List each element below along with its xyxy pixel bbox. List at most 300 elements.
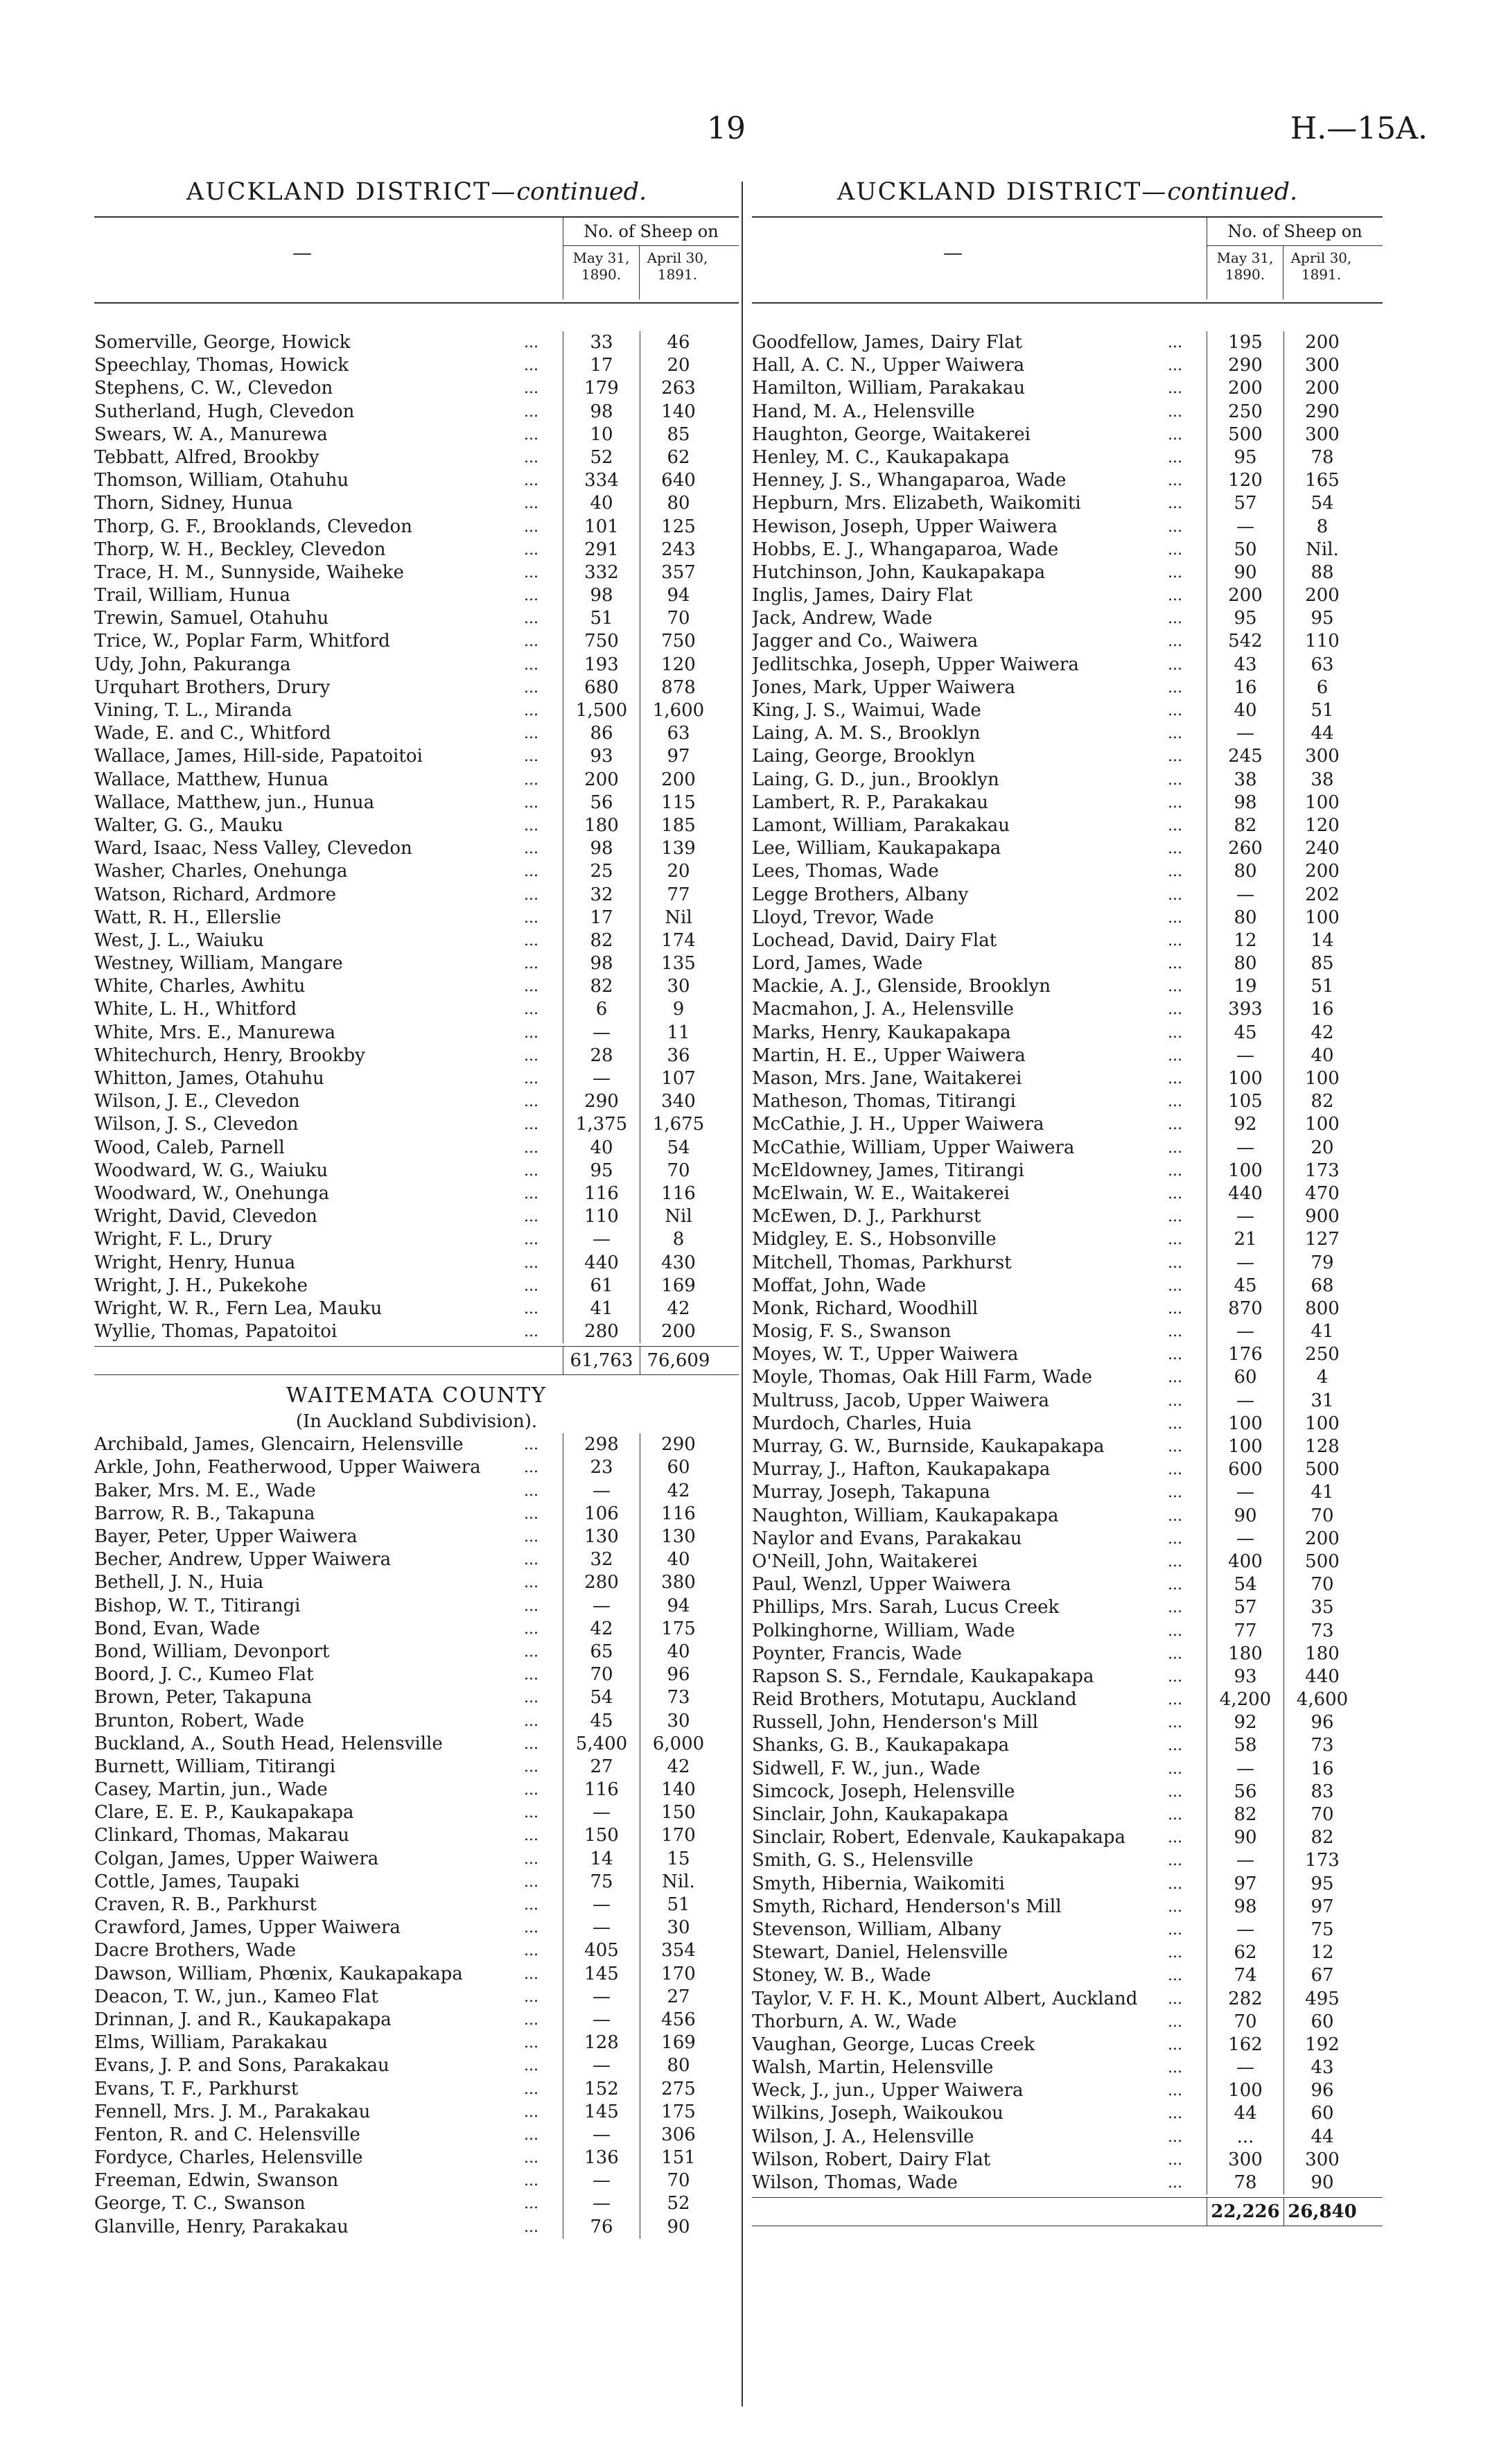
table-row <box>94 1548 739 1571</box>
leader-dots: ... <box>1168 1783 1182 1801</box>
leader-dots: ... <box>1168 886 1182 904</box>
owner-name: Mackie, A. J., Glenside, Brooklyn <box>752 976 1051 997</box>
sheep-1890: 90 <box>1207 561 1283 584</box>
leader-dots: ... <box>1168 541 1182 559</box>
sheep-1891: 357 <box>640 561 717 584</box>
sheep-1891: 94 <box>640 1595 717 1618</box>
leader-dots: ... <box>1168 840 1182 858</box>
leader-dots: ... <box>524 380 538 398</box>
sheep-1890: ... <box>1207 2126 1283 2149</box>
leader-dots: ... <box>524 1116 538 1134</box>
table-row <box>752 1988 1383 2011</box>
sheep-1891: 185 <box>640 814 717 837</box>
owner-name: Somerville, George, Howick <box>94 332 351 353</box>
sheep-1891: 95 <box>1283 607 1360 630</box>
sheep-1891: 300 <box>1283 423 1360 446</box>
sheep-1890: 57 <box>1207 492 1283 515</box>
table-row <box>752 331 1383 354</box>
leader-dots: ... <box>524 1139 538 1157</box>
sheep-1891: 354 <box>640 1939 717 1962</box>
owner-name: Drinnan, J. and R., Kaukapakapa <box>94 2009 392 2030</box>
leader-dots: ... <box>524 2172 538 2190</box>
leader-dots: ... <box>1168 1622 1182 1640</box>
table-row <box>752 1481 1383 1504</box>
sheep-1891: 200 <box>1283 860 1360 883</box>
table-row <box>94 1433 739 1456</box>
table-row <box>94 1710 739 1733</box>
owner-name: Multruss, Jacob, Upper Waiwera <box>752 1390 1049 1411</box>
header-dash: — <box>292 241 312 264</box>
owner-name: Moyes, W. T., Upper Waiwera <box>752 1344 1019 1365</box>
table-row <box>752 1182 1383 1205</box>
sheep-1890: 16 <box>1207 676 1283 699</box>
leader-dots: ... <box>524 472 538 490</box>
leader-dots: ... <box>1168 472 1182 490</box>
sheep-1891: 14 <box>1283 929 1360 952</box>
sheep-1890: — <box>1207 1320 1283 1343</box>
table-row <box>94 2032 739 2054</box>
sheep-1891: 42 <box>640 1756 717 1779</box>
owner-name: Glanville, Henry, Parakakau <box>94 2216 349 2237</box>
table-row <box>94 423 739 446</box>
sheep-1891: 140 <box>640 1779 717 1801</box>
sheep-1891: 83 <box>1283 1781 1360 1803</box>
sheep-1891: 96 <box>1283 2079 1360 2102</box>
sheep-1891: 140 <box>640 401 717 423</box>
leader-dots: ... <box>524 610 538 628</box>
owner-name: Hobbs, E. J., Whangaparoa, Wade <box>752 539 1059 560</box>
sheep-1890: 74 <box>1207 1964 1283 1987</box>
leader-dots: ... <box>1168 1967 1182 1985</box>
table-row <box>752 1390 1383 1413</box>
sheep-1890: 54 <box>1207 1573 1283 1596</box>
district-title-continued: continued. <box>516 178 647 206</box>
owner-name: Evans, T. F., Parkhurst <box>94 2078 299 2099</box>
owner-name: Stoney, W. B., Wade <box>752 1965 931 1986</box>
leader-dots: ... <box>524 448 538 466</box>
leader-dots: ... <box>524 909 538 927</box>
table-row <box>752 539 1383 561</box>
table-row <box>752 699 1383 722</box>
table-row <box>752 907 1383 929</box>
table-row <box>752 1045 1383 1067</box>
sheep-1890: 130 <box>563 1526 640 1548</box>
leader-dots: ... <box>1168 1553 1182 1571</box>
leader-dots: ... <box>1168 380 1182 398</box>
sheep-1891: 4 <box>1283 1366 1360 1389</box>
owner-name: Monk, Richard, Woodhill <box>752 1297 979 1319</box>
sheep-1891: 275 <box>640 2078 717 2101</box>
owner-name: King, J. S., Waimui, Wade <box>752 700 981 721</box>
owner-name: Fordyce, Charles, Helensville <box>94 2147 363 2169</box>
leader-dots: ... <box>1168 1737 1182 1755</box>
owner-name: Archibald, James, Glencairn, Helensville <box>94 1434 464 1456</box>
table-body-b <box>94 1433 739 2239</box>
leader-dots: ... <box>1168 448 1182 466</box>
owner-name: McEldowney, James, Titirangi <box>752 1160 1024 1181</box>
leader-dots: ... <box>1168 1231 1182 1249</box>
table-row <box>94 1939 739 1962</box>
owner-name: Lee, William, Kaukapakapa <box>752 838 1001 859</box>
table-row <box>94 814 739 837</box>
sheep-1890: 40 <box>563 1137 640 1160</box>
table-row <box>94 1916 739 1939</box>
leader-dots: ... <box>524 2057 538 2075</box>
sheep-1890: 56 <box>563 792 640 814</box>
sheep-1891: 430 <box>640 1252 717 1275</box>
owner-name: Laing, George, Brooklyn <box>752 746 976 767</box>
sheep-1890: 45 <box>1207 1275 1283 1297</box>
header-date-1891: April 30, 1891. <box>1283 245 1359 299</box>
sheep-1890: 95 <box>1207 446 1283 469</box>
sheep-1891: 130 <box>640 1526 717 1548</box>
table-header <box>94 216 739 304</box>
sheep-1891: 750 <box>640 630 717 653</box>
table-row <box>752 1666 1383 1688</box>
sheep-1890: 23 <box>563 1456 640 1479</box>
sheep-1890: 542 <box>1207 630 1283 653</box>
sheep-1890: 245 <box>1207 745 1283 768</box>
sheep-1890: 291 <box>563 539 640 561</box>
table-row <box>752 1919 1383 1941</box>
table-row <box>94 929 739 952</box>
leader-dots: ... <box>1168 1093 1182 1111</box>
sheep-1890: 250 <box>1207 401 1283 423</box>
table-row <box>94 837 739 860</box>
sheep-1891: 878 <box>640 676 717 699</box>
sheep-1891: 8 <box>640 1228 717 1251</box>
sheep-1891: 1,600 <box>640 699 717 722</box>
table-row <box>94 745 739 768</box>
sheep-1891: 85 <box>1283 952 1360 975</box>
sheep-1890: 40 <box>563 492 640 515</box>
leader-dots: ... <box>524 816 538 835</box>
sheep-1891: 240 <box>1283 837 1360 860</box>
leader-dots: ... <box>1168 1921 1182 1939</box>
leader-dots: ... <box>1168 955 1182 973</box>
leader-dots: ... <box>524 495 538 513</box>
leader-dots: ... <box>524 1093 538 1111</box>
sheep-1890: 200 <box>563 769 640 792</box>
sheep-1890: 400 <box>1207 1550 1283 1573</box>
owner-name: Washer, Charles, Onehunga <box>94 861 348 882</box>
sheep-1891: 52 <box>640 2192 717 2215</box>
sheep-1891: 470 <box>1283 1182 1360 1205</box>
owner-name: George, T. C., Swanson <box>94 2193 306 2214</box>
owner-name: Woodward, W. G., Waiuku <box>94 1160 328 1181</box>
table-row <box>94 1160 739 1182</box>
owner-name: Trewin, Samuel, Otahuhu <box>94 608 329 629</box>
owner-name: Phillips, Mrs. Sarah, Lucus Creek <box>752 1597 1060 1618</box>
leader-dots: ... <box>524 1666 538 1684</box>
leader-dots: ... <box>1168 1484 1182 1502</box>
table-row <box>94 584 739 607</box>
table-row <box>94 1090 739 1113</box>
leader-dots: ... <box>1168 610 1182 628</box>
sheep-1891: 120 <box>1283 814 1360 837</box>
owner-name: White, Charles, Awhitu <box>94 976 306 997</box>
sheep-1890: 440 <box>1207 1182 1283 1205</box>
table-row <box>752 1137 1383 1160</box>
sheep-1891: Nil. <box>640 1871 717 1894</box>
owner-name: Cottle, James, Taupaki <box>94 1871 300 1892</box>
sheep-1891: 175 <box>640 1618 717 1641</box>
table-row <box>752 1297 1383 1320</box>
owner-name: Burnett, William, Titirangi <box>94 1756 336 1777</box>
leader-dots: ... <box>524 748 538 766</box>
sheep-1891: 100 <box>1283 792 1360 814</box>
sheep-1891: 151 <box>640 2147 717 2169</box>
table-row <box>94 1848 739 1871</box>
table-row <box>752 2034 1383 2056</box>
table-row <box>752 1528 1383 1550</box>
table-row <box>94 676 739 699</box>
owner-name: Hutchinson, John, Kaukapakapa <box>752 561 1046 583</box>
sheep-1890: 40 <box>1207 699 1283 722</box>
table-row <box>94 1480 739 1503</box>
sheep-1890: 600 <box>1207 1458 1283 1481</box>
sheep-1890: 334 <box>563 469 640 492</box>
sheep-1891: 82 <box>1283 1826 1360 1849</box>
sheep-1891: 170 <box>640 1824 717 1847</box>
sheep-1890: 145 <box>563 1963 640 1986</box>
leader-dots: ... <box>524 2011 538 2029</box>
sheep-1891: 51 <box>1283 699 1360 722</box>
owner-name: Henley, M. C., Kaukapakapa <box>752 446 1010 468</box>
subtotal-1890: 61,763 <box>563 1347 640 1374</box>
sheep-1891: 20 <box>1283 1137 1360 1160</box>
sheep-1890: — <box>563 1022 640 1045</box>
sheep-1891: 68 <box>1283 1275 1360 1297</box>
leader-dots: ... <box>524 334 538 351</box>
owner-name: White, L. H., Whitford <box>94 999 297 1020</box>
sheep-1890: 4,200 <box>1207 1688 1283 1711</box>
leader-dots: ... <box>1168 1990 1182 2008</box>
sheep-1891: 30 <box>640 975 717 998</box>
owner-name: Haughton, George, Waitakerei <box>752 423 1031 445</box>
sheep-1890: 80 <box>1207 860 1283 883</box>
sheep-1890: — <box>1207 1919 1283 1941</box>
leader-dots: ... <box>524 771 538 789</box>
leader-dots: ... <box>1168 495 1182 513</box>
sheep-1891: 116 <box>640 1182 717 1205</box>
leader-dots: ... <box>1168 1461 1182 1479</box>
table-row <box>752 1228 1383 1251</box>
owner-name: Wright, F. L., Drury <box>94 1229 272 1250</box>
sheep-1890: 110 <box>563 1205 640 1228</box>
owner-name: Fennell, Mrs. J. M., Parakakau <box>94 2101 371 2122</box>
district-title-main: AUCKLAND DISTRICT— <box>186 178 517 206</box>
table-row <box>94 1228 739 1251</box>
owner-name: Wilkins, Joseph, Waikoukou <box>752 2103 1003 2124</box>
leader-dots: ... <box>524 2218 538 2236</box>
table-row <box>94 1733 739 1756</box>
sheep-1890: 80 <box>1207 952 1283 975</box>
leader-dots: ... <box>1168 1300 1182 1318</box>
sheep-1890: — <box>563 2054 640 2077</box>
table-row <box>752 1090 1383 1113</box>
sheep-1891: 77 <box>640 884 717 907</box>
sheep-1891: 40 <box>640 1641 717 1663</box>
sheep-1890: 75 <box>563 1871 640 1894</box>
table-row <box>94 1871 739 1894</box>
sheep-1890: 93 <box>1207 1666 1283 1688</box>
owner-name: McEwen, D. J., Parkhurst <box>752 1206 981 1227</box>
sheep-1891: 70 <box>640 1160 717 1182</box>
leader-dots: ... <box>524 725 538 743</box>
owner-name: Stewart, Daniel, Helensville <box>752 1942 1008 1964</box>
table-row <box>94 1894 739 1916</box>
owner-name: Laing, A. M. S., Brooklyn <box>752 723 981 744</box>
table-row <box>752 1596 1383 1619</box>
owner-name: Reid Brothers, Motutapu, Auckland <box>752 1689 1077 1711</box>
table-row <box>94 1779 739 1801</box>
leader-dots: ... <box>524 1162 538 1180</box>
table-row <box>752 1505 1383 1528</box>
sheep-1891: Nil. <box>1283 539 1360 561</box>
leader-dots: ... <box>524 932 538 950</box>
owner-name: Legge Brothers, Albany <box>752 884 969 905</box>
owner-name: Speechlay, Thomas, Howick <box>94 355 349 376</box>
sheep-1891: 100 <box>1283 1413 1360 1435</box>
sheep-1891: 100 <box>1283 1113 1360 1136</box>
owner-name: Wilson, J. S., Clevedon <box>94 1114 299 1135</box>
owner-name: Thorp, W. H., Beckley, Clevedon <box>94 539 386 560</box>
sheep-1890: — <box>563 1801 640 1824</box>
owner-name: Shanks, G. B., Kaukapakapa <box>752 1735 1010 1756</box>
sheep-1890: 162 <box>1207 2034 1283 2056</box>
owner-name: Murdoch, Charles, Huia <box>752 1413 972 1434</box>
sheep-1890: — <box>1207 1481 1283 1504</box>
owner-name: O'Neill, John, Waitakerei <box>752 1550 978 1572</box>
sheep-1891: 170 <box>640 1963 717 1986</box>
leader-dots: ... <box>1168 816 1182 835</box>
sheep-1891: 200 <box>1283 584 1360 607</box>
leader-dots: ... <box>1168 725 1182 743</box>
sheep-1891: 44 <box>1283 2126 1360 2149</box>
leader-dots: ... <box>1168 1277 1182 1295</box>
sheep-1890: 21 <box>1207 1228 1283 1251</box>
sheep-1891: 90 <box>640 2216 717 2239</box>
leader-dots: ... <box>524 1827 538 1845</box>
leader-dots: ... <box>1168 1898 1182 1916</box>
owner-name: Westney, William, Mangare <box>94 953 343 975</box>
sheep-1891: 30 <box>640 1710 717 1733</box>
leader-dots: ... <box>1168 909 1182 927</box>
table-row <box>752 1688 1383 1711</box>
owner-name: Martin, H. E., Upper Waiwera <box>752 1045 1026 1066</box>
table-row <box>94 722 739 745</box>
sheep-1890: 25 <box>563 860 640 883</box>
leader-dots: ... <box>524 679 538 697</box>
table-row <box>94 2054 739 2077</box>
owner-name: Matheson, Thomas, Titirangi <box>752 1091 1016 1112</box>
owner-name: Jack, Andrew, Wade <box>752 608 933 629</box>
leader-dots: ... <box>524 1300 538 1318</box>
sheep-1891: 192 <box>1283 2034 1360 2056</box>
sheep-1891: Nil <box>640 907 717 929</box>
sheep-1890: 78 <box>1207 2172 1283 2194</box>
owner-name: Brunton, Robert, Wade <box>94 1710 305 1731</box>
owner-name: Hepburn, Mrs. Elizabeth, Waikomiti <box>752 493 1081 514</box>
owner-name: White, Mrs. E., Manurewa <box>94 1022 336 1043</box>
owner-name: Wyllie, Thomas, Papatoitoi <box>94 1321 338 1343</box>
owner-name: Rapson S. S., Ferndale, Kaukapakapa <box>752 1666 1094 1687</box>
table-body-right <box>752 331 1383 2194</box>
owner-name: Lloyd, Trevor, Wade <box>752 907 934 928</box>
owner-name: Wallace, Matthew, Hunua <box>94 769 328 790</box>
table-row <box>94 2009 739 2032</box>
sheep-1890: — <box>1207 1252 1283 1275</box>
owner-name: Wilson, Robert, Dairy Flat <box>752 2149 991 2170</box>
leader-dots: ... <box>1168 2151 1182 2169</box>
sheep-1890: 152 <box>563 2078 640 2101</box>
owner-name: Casey, Martin, jun., Wade <box>94 1779 328 1801</box>
owner-name: Buckland, A., South Head, Helensville <box>94 1733 443 1754</box>
sheep-1891: 54 <box>640 1137 717 1160</box>
leader-dots: ... <box>1168 1185 1182 1203</box>
leader-dots: ... <box>524 1758 538 1776</box>
table-row <box>752 1941 1383 1964</box>
sheep-1891: 41 <box>1283 1320 1360 1343</box>
sheep-1890: — <box>563 2124 640 2147</box>
owner-name: Lees, Thomas, Wade <box>752 861 939 882</box>
grand-total <box>752 2197 1383 2226</box>
leader-dots: ... <box>1168 1415 1182 1433</box>
owner-name: Lamont, William, Parakakau <box>752 814 1010 836</box>
sheep-1891: 78 <box>1283 446 1360 469</box>
table-row <box>752 860 1383 883</box>
owner-name: Udy, John, Pakuranga <box>94 654 291 675</box>
county-subtitle: (In Auckland Subdivision). <box>295 1411 538 1433</box>
owner-name: Wright, J. H., Pukekohe <box>94 1275 308 1296</box>
table-row <box>752 423 1383 446</box>
sheep-1890: 58 <box>1207 1734 1283 1757</box>
sheep-1891: 440 <box>1283 1666 1360 1688</box>
sheep-1890: 500 <box>1207 423 1283 446</box>
leader-dots: ... <box>524 1024 538 1042</box>
table-row <box>752 884 1383 907</box>
owner-name: Walter, G. G., Mauku <box>94 814 283 836</box>
owner-name: Walsh, Martin, Helensville <box>752 2057 994 2079</box>
leader-dots: ... <box>1168 1576 1182 1594</box>
table-row <box>752 1252 1383 1275</box>
sheep-1890: 393 <box>1207 998 1283 1021</box>
sheep-1891: 125 <box>640 516 717 539</box>
owner-name: McCathie, J. H., Upper Waiwera <box>752 1114 1044 1135</box>
owner-name: Boord, J. C., Kumeo Flat <box>94 1664 314 1686</box>
sheep-1891: 60 <box>640 1456 717 1479</box>
sheep-1891: 82 <box>1283 1090 1360 1113</box>
sheep-1890: 100 <box>1207 2079 1283 2102</box>
sheep-1891: 128 <box>1283 1435 1360 1458</box>
sheep-1891: 60 <box>1283 2011 1360 2034</box>
sheep-1891: 500 <box>1283 1550 1360 1573</box>
sheep-1891: 306 <box>640 2124 717 2147</box>
owner-name: Watt, R. H., Ellerslie <box>94 907 281 928</box>
sheep-1890: — <box>563 2192 640 2215</box>
owner-name: Murray, Joseph, Takapuna <box>752 1482 990 1503</box>
table-row <box>752 975 1383 998</box>
table-row <box>752 2126 1383 2149</box>
leader-dots: ... <box>524 1689 538 1707</box>
owner-name: Thomson, William, Otahuhu <box>94 470 349 491</box>
sheep-1890: 28 <box>563 1045 640 1067</box>
leader-dots: ... <box>524 633 538 651</box>
header-sheep-label: No. of Sheep on <box>563 218 739 246</box>
owner-name: Wright, David, Clevedon <box>94 1206 317 1227</box>
table-row <box>752 814 1383 837</box>
